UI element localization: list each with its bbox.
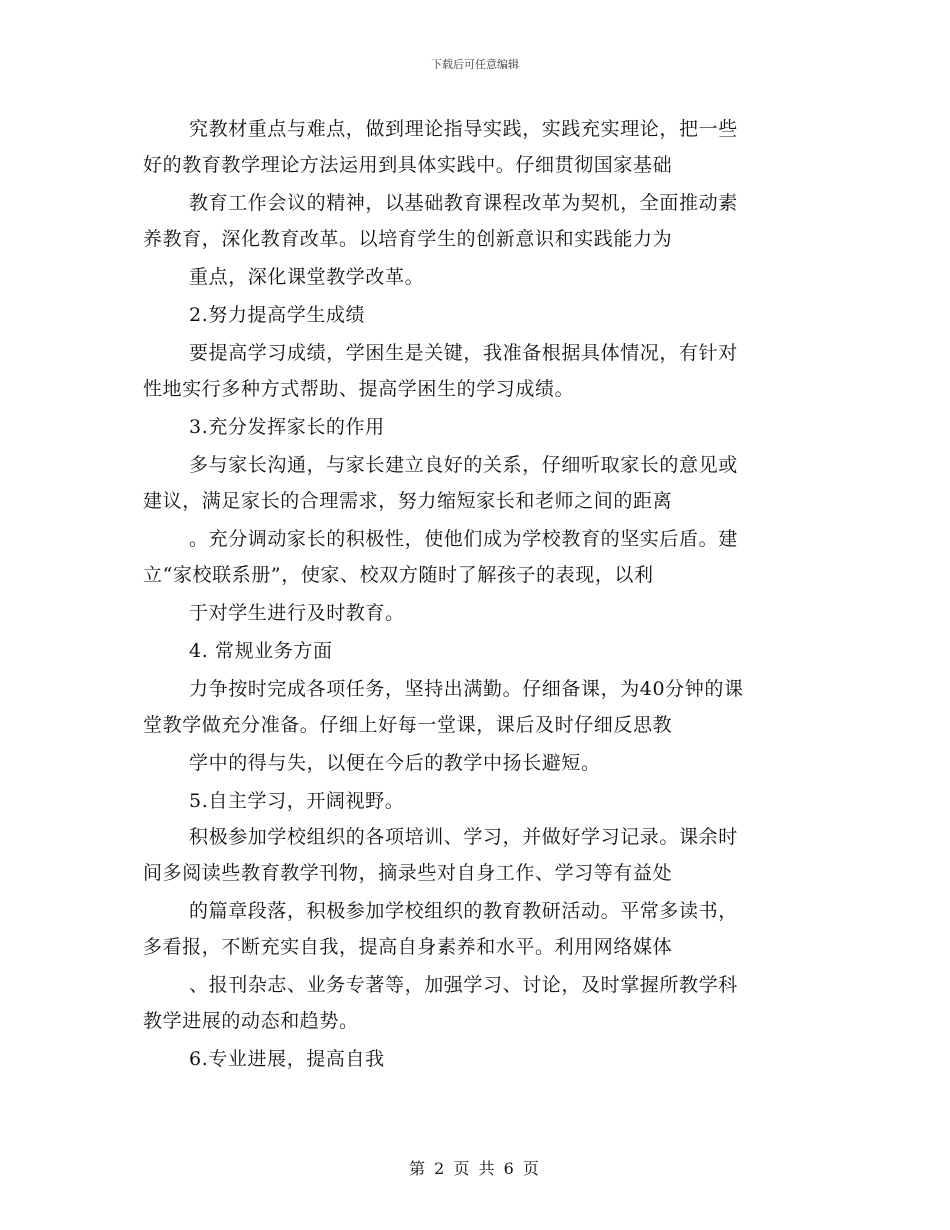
body-line: 学中的得与失，以便在今后的教学中扬长避短。 [189, 752, 601, 774]
body-line: 。充分调动家长的积极性，使他们成为学校教育的坚实后盾。建 [189, 528, 738, 550]
body-line: 教学进展的动态和趋势。 [143, 1010, 359, 1032]
page-header: 下载后可任意编辑 [431, 58, 519, 71]
body-line: 力争按时完成各项任务，坚持出满勤。仔细备课，为40分钟的课 [189, 678, 744, 700]
body-line: 、报刊杂志、业务专著等，加强学习、讨论，及时掌握所教学科 [189, 974, 738, 996]
body-line: 多与家长沟通，与家长建立良好的关系，仔细听取家长的意见或 [189, 454, 738, 476]
body-line: 究教材重点与难点，做到理论指导实践，实践充实理论，把一些 [189, 118, 738, 140]
section-heading: 2.努力提高学生成绩 [189, 304, 366, 326]
body-line: 建议，满足家长的合理需求，努力缩短家长和老师之间的距离 [143, 490, 673, 512]
section-heading: 6.专业进展，提高自我 [189, 1048, 385, 1070]
body-line: 多看报，不断充实自我，提高自身素养和水平。利用网络媒体 [143, 936, 673, 958]
section-heading: 3.充分发挥家长的作用 [189, 416, 385, 438]
body-line: 要提高学习成绩，学困生是关键，我准备根据具体情况，有针对 [189, 342, 738, 364]
body-line: 间多阅读些教育教学刊物，摘录些对自身工作、学习等有益处 [143, 862, 673, 884]
body-line: 积极参加学校组织的各项培训、学习，并做好学习记录。课余时 [189, 826, 738, 848]
body-line: 堂教学做充分准备。仔细上好每一堂课，课后及时仔细反思教 [143, 714, 673, 736]
body-line: 性地实行多种方式帮助、提高学困生的学习成绩。 [143, 378, 575, 400]
body-line: 立“家校联系册”，使家、校双方随时了解孩子的表现，以利 [143, 564, 654, 586]
body-line: 教育工作会议的精神，以基础教育课程改革为契机，全面推动素 [189, 192, 738, 214]
body-line: 于对学生进行及时教育。 [189, 602, 405, 624]
body-line: 的篇章段落，积极参加学校组织的教育教研活动。平常多读书， [189, 900, 738, 922]
body-line: 好的教育教学理论方法运用到具体实践中。仔细贯彻国家基础 [143, 154, 673, 176]
section-heading: 5.自主学习，开阔视野。 [189, 790, 405, 812]
page-number-footer: 第 2 页 共 6 页 [409, 1159, 541, 1178]
body-line: 养教育，深化教育改革。以培育学生的创新意识和实践能力为 [143, 228, 673, 250]
section-heading: 4. 常规业务方面 [189, 640, 333, 662]
body-line: 重点，深化课堂教学改革。 [189, 266, 425, 288]
